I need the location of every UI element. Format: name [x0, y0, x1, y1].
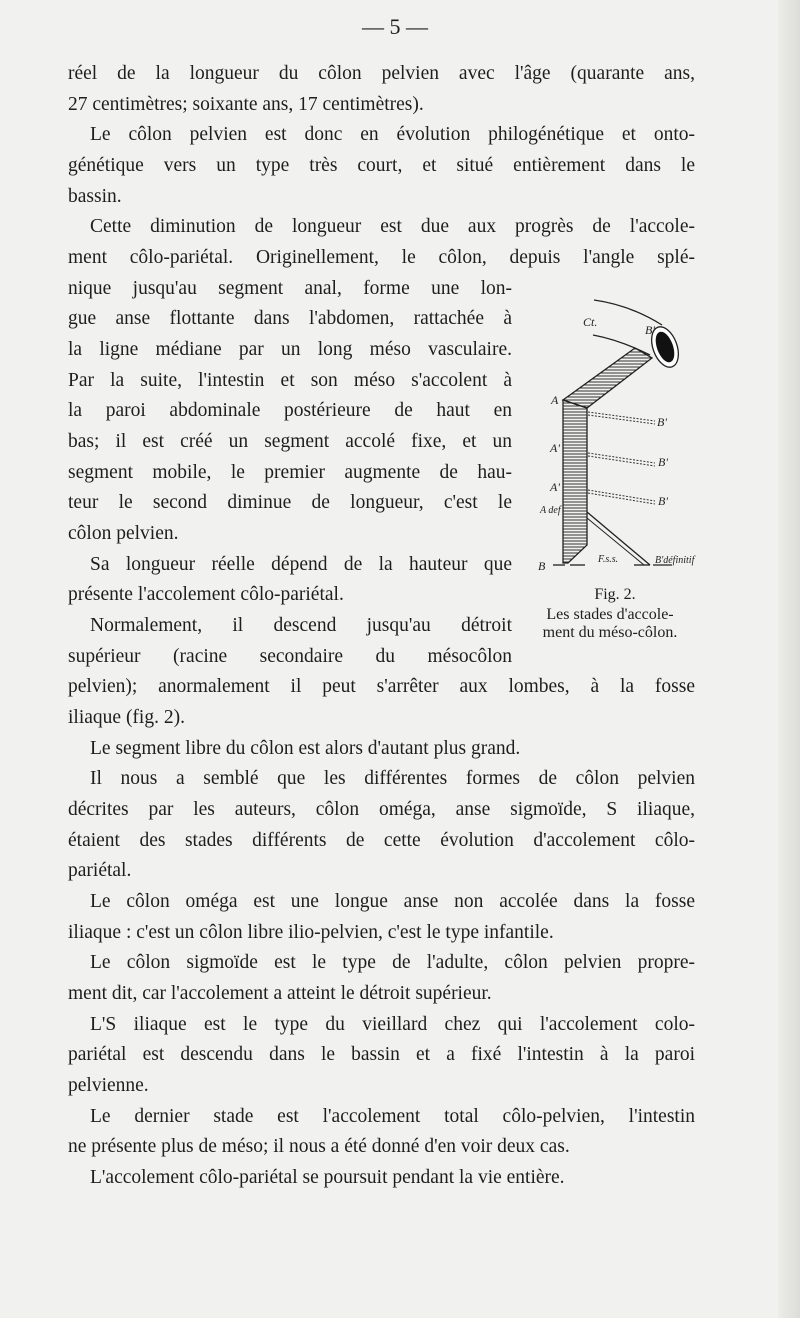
text-line: pelvienne.: [68, 1075, 149, 1097]
label-b3: B': [658, 494, 668, 508]
figure-caption-line2: ment du méso-côlon.: [542, 624, 678, 641]
label-b-definitif: B'définitif: [655, 555, 695, 566]
text-line: côlon pelvien.: [68, 523, 179, 545]
text-line: bas; il est créé un segment accolé fixe, et un: [68, 431, 512, 453]
label-ct: Ct.: [583, 315, 598, 329]
text-line: L'accolement côlo-pariétal se poursuit pendant la vie entière.: [90, 1167, 565, 1189]
text-line: Cette diminution de longueur est due aux progrès de l'accole-: [90, 216, 695, 238]
text-line: ment côlo-pariétal. Originellement, le côlon, depuis l'angle splé-: [68, 247, 695, 269]
page-number: — 5 —: [362, 14, 428, 39]
label-fss: F.s.s.: [598, 554, 619, 565]
figure-title: Fig. 2.: [594, 586, 636, 603]
text-line: réel de la longueur du côlon pelvien avec l'âge (quarante ans,: [68, 63, 695, 84]
text-line: Le côlon oméga est une longue anse non accolée dans la fosse: [90, 891, 695, 913]
text-line: génétique vers un type très court, et situé entièrement dans le: [68, 155, 695, 176]
text-line: Par la suite, l'intestin et son méso s'accolent à: [68, 369, 512, 391]
text-line: nique jusqu'au segment anal, forme une lon-: [68, 277, 512, 299]
meso-vertical-band: [563, 400, 587, 563]
text-line: Normalement, il descend jusqu'au détroit: [90, 615, 512, 637]
figure-2: [520, 290, 720, 655]
label-b2: B': [658, 455, 668, 469]
text-line: ment dit, car l'accolement a atteint le détroit supérieur.: [68, 983, 492, 1005]
text-line: Sa longueur réelle dépend de la hauteur que: [90, 553, 512, 575]
text-line: gue anse flottante dans l'abdomen, rattachée à: [68, 308, 512, 330]
figure-caption-line1: Les stades d'accole-: [546, 606, 674, 623]
text-line: pariétal est descendu dans le bassin et a fixé l'intestin à la paroi: [68, 1044, 695, 1066]
label-b: B: [538, 559, 546, 573]
text-line: décrites par les auteurs, côlon oméga, anse sigmoïde, S iliaque,: [68, 799, 695, 821]
text-line: Le côlon pelvien est donc en évolution philogénétique et onto-: [90, 124, 695, 146]
text-line: pariétal.: [68, 860, 132, 882]
text-line: supérieur (racine secondaire du mésocôlon: [68, 645, 512, 667]
text-line: présente l'accolement côlo-pariétal.: [68, 584, 344, 606]
text-line: Il nous a semblé que les différentes formes de côlon pelvien: [90, 768, 695, 790]
label-a: A: [551, 393, 559, 407]
colon-curve-upper: [594, 300, 662, 325]
label-a-def: A def: [540, 505, 561, 516]
text-line: la ligne médiane par un long méso vasculaire.: [68, 339, 512, 361]
text-line: pelvien); anormalement il peut s'arrêter aux lombes, à la fosse: [68, 676, 695, 698]
colon-diagram: [520, 290, 720, 590]
label-b1: B': [657, 415, 667, 429]
text-line: 27 centimètres; soixante ans, 17 centimètres).: [68, 93, 424, 115]
label-a2: A': [550, 480, 560, 494]
text-line: Le côlon sigmoïde est le type de l'adulte, côlon pelvien propre-: [90, 952, 695, 974]
text-line: ne présente plus de méso; il nous a été donné d'en voir deux cas.: [68, 1136, 570, 1158]
meso-stage-lines: [588, 412, 655, 504]
definitive-meso-line: [587, 512, 650, 565]
text-line: la paroi abdominale postérieure de haut en: [68, 400, 512, 422]
text-line: Le segment libre du côlon est alors d'autant plus grand.: [90, 737, 521, 759]
text-line: étaient des stades différents de cette évolution d'accolement côlo-: [68, 829, 695, 851]
text-line: teur le second diminue de longueur, c'est le: [68, 492, 512, 514]
page-edge-shadow: [778, 0, 800, 1318]
text-line: segment mobile, le premier augmente de hau-: [68, 461, 512, 483]
text-line: L'S iliaque est le type du vieillard chez qui l'accolement colo-: [90, 1013, 695, 1035]
meso-diagonal-band: [563, 348, 652, 408]
label-a1: A': [550, 441, 560, 455]
text-line: iliaque : c'est un côlon libre ilio-pelvien, c'est le type infantile.: [68, 921, 554, 943]
text-line: bassin.: [68, 185, 122, 207]
text-line: Le dernier stade est l'accolement total côlo-pelvien, l'intestin: [90, 1105, 695, 1127]
label-b-top: B': [645, 323, 655, 337]
text-line: iliaque (fig. 2).: [68, 707, 185, 729]
